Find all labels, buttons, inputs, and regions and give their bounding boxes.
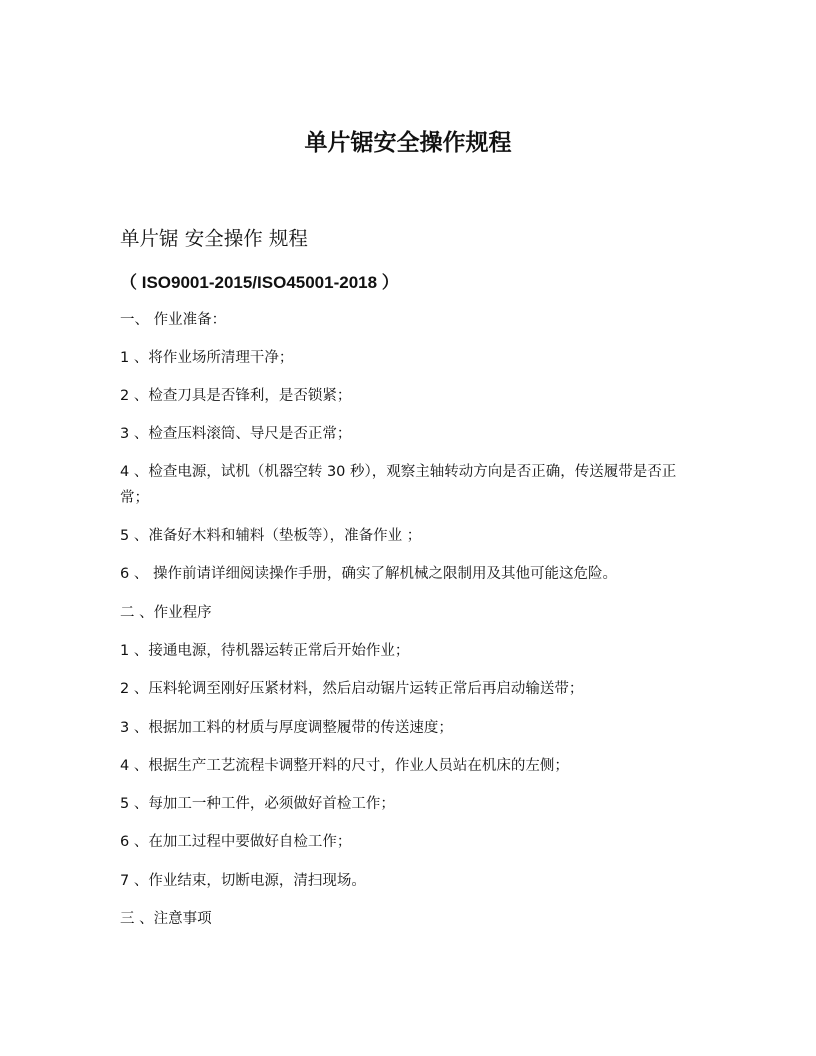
list-item: 2 、检查刀具是否锋利，是否锁紧；	[120, 388, 352, 404]
standard-reference: （ ISO9001-2015/ISO45001-2018 ）	[120, 273, 399, 292]
section-heading-1: 一、 作业准备：	[120, 312, 227, 328]
list-item: 4 、根据生产工艺流程卡调整开料的尺寸，作业人员站在机床的左侧；	[120, 758, 569, 774]
list-item: 5 、准备好木料和辅料（垫板等），准备作业 ；	[120, 528, 422, 544]
list-item: 3 、检查压料滚筒、导尺是否正常；	[120, 426, 352, 442]
list-item: 1 、将作业场所清理干净；	[120, 350, 294, 366]
list-item: 3 、根据加工料的材质与厚度调整履带的传送速度；	[120, 720, 453, 736]
document-subtitle: 单片锯 安全操作 规程	[120, 227, 308, 250]
list-item: 5 、每加工一种工件，必须做好首检工作；	[120, 796, 395, 812]
list-item: 2 、压料轮调至刚好压紧材料，然后启动锯片运转正常后再启动输送带；	[120, 681, 584, 697]
list-item: 6 、在加工过程中要做好自检工作；	[120, 834, 352, 850]
list-item: 6 、 操作前请详细阅读操作手册，确实了解机械之限制用及其他可能这危险。	[120, 566, 617, 582]
section-heading-3: 三 、注意事项	[120, 911, 212, 927]
list-item: 4 、检查电源，试机（机器空转 30 秒），观察主轴转动方向是否正确，传送履带是否正常；	[120, 464, 677, 506]
document-title: 单片锯安全操作规程	[304, 130, 512, 156]
list-item: 7 、作业结束，切断电源，清扫现场。	[120, 873, 366, 889]
section-heading-2: 二 、作业程序	[120, 605, 212, 621]
list-item: 1 、接通电源，待机器运转正常后开始作业；	[120, 643, 410, 659]
